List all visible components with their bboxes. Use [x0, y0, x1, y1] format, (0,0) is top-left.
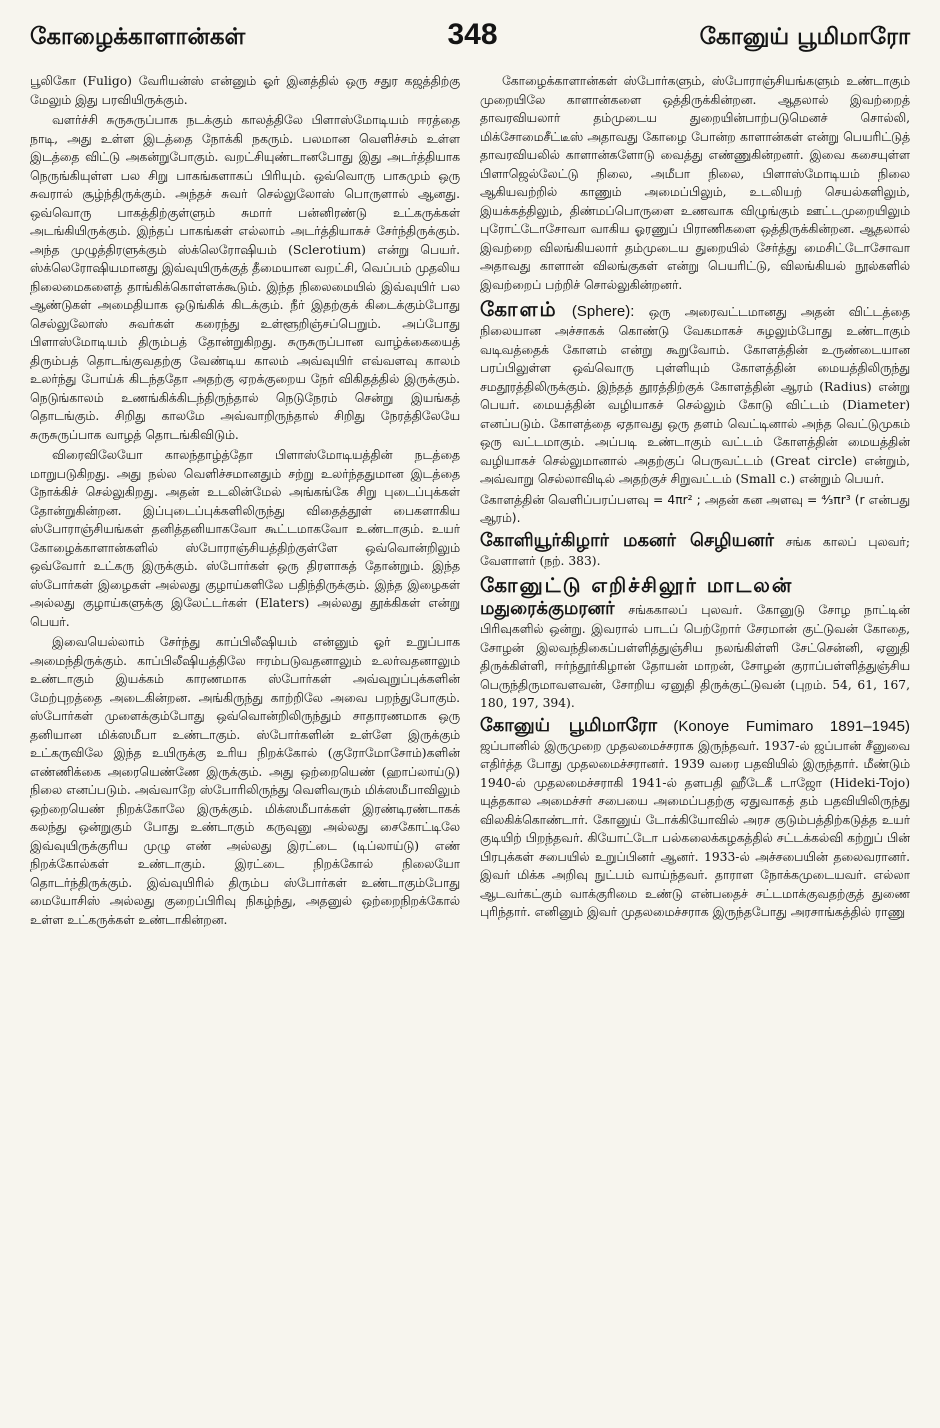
- kolam-formula: கோளத்தின் வெளிப்பரப்பளவு = 4πr² ; அதன் கன அளவு = ⁴⁄₃πr³ (r என்பது ஆரம்).: [480, 492, 910, 525]
- plasmodium-paragraph: வளர்ச்சி சுருசுருப்பாக நடக்கும் காலத்திலே பிளாஸ்மோடியம் ஈரத்தை நாடி, அது உள்ள இடத்தை நோக்கி நகரும். பலமான வெளிச்சம் உள்ள இடத்தை விட்டு அகன்றுபோகும். வறட்சியுண்டானபோது இது அடர்த்தியாக நெருங்கியுள்ள பல சிறு பாகங்களாகப் பிரியும். ஒவ்வொரு பாகமும் ஒரு சுவரால் சூழ்ந்திருக்கும். அந்தச் சுவர் செல்லுலோஸ் பொருளால் ஆனது. ஒவ்வொரு பாகத்திற்குள்ளும் சுமார் பன்னிரண்டு உட்கருக்கள் அடங்கியிருக்கும். இந்தப் பாகங்கள் எல்லாம் அடர்த்தியாகச் சேர்ந்திருக்கும். அந்த முழுத்திரளுக்கும் ஸ்க்லெரோஷியம் (Sclerotium) என்று பெயர். ஸ்க்லெரோஷியமானது இவ்வுயிருக்குத் தீமையான வறட்சி, வெப்பம் முதலிய நிலைமைகளைத் தாங்கிக்கொள்ளக்கூடும். இந்த நிலைமையில் இவ்வுயிர் பல ஆண்டுகள் அமைதியாக ஒடுங்கிக் கிடக்கும். நீர் இதற்குக் கிடைக்கும்போது செல்லுலோஸ் சுவர்கள் கரைந்து உள்ளூறிஞ்சப்பெறும். அப்போது பிளாஸ்மோடியம் திரும்பத் தோன்றுகிறது. சுருசுருப்பான வாழ்க்கையைத் திரும்பத் தொடங்குவதற்கு வேண்டிய காலம் அவ்வுயிர் எவ்வளவு காலம் உலர்ந்து போய்க் கிடந்ததோ அதற்கு ஏறக்குறைய நேர் விகிதத்தில் இருக்கும். நெடுங்காலம் உணங்கிக்கிடந்திருந்தால் நெடுநேரம் சென்று இயங்கத் தொடங்கும். சிறிது காலமே அவ்வாறிருந்தால் சிறிது நேரத்திலேயே சுருசுருப்பாக வாழத் தொடங்கிவிடும்.: [30, 113, 460, 442]
- headword-kolam: கோளம்: [480, 297, 558, 321]
- running-head: [30, 18, 910, 64]
- classification-paragraph: கோழைக்காளான்கள் ஸ்போர்களும், ஸ்போராஞ்சியங்களும் உண்டாகும் முறையிலே காளான்களை ஒத்திருக்கின்றன. ஆதலால் இவற்றைத் தாவரவியலார் தம்முடைய துறையின்பாற்படுமெனச் சொல்லி, மிக்சோமைசீட்டீஸ் அதாவது கோழை போன்ற காளான்கள் என்று பெயரிட்டுத் தாவரவியலில் காளான்களோடு வைத்து எண்ணுகின்றனர். இவை கசையுள்ள பிளாஜெல்லேட்டு நிலை, அமீபா நிலை, பிளாஸ்மோடியம் நிலை ஆகியவற்றில் காணும் அமைப்பிலும், உடலியற் செயல்களிலும், இயக்கத்திலும், திண்மப்பொருளை உணவாக விழுங்கும் ஊட்டமுறையிலும் புரோட்டோசோவா வாகிய ஓரணுப் பிராணிகளை ஒத்திருக்கின்றன. ஆதலால் இவற்றை விலங்கியலார் தம்முடைய துறையில் சேர்த்து மைசிட்டோசோவா அதாவது காளான் விலங்குகள் என்று பெயரிட்டு, விலங்கியல் நூல்களில் இவற்றைப் பற்றிச் சொல்லுகின்றனர்.: [480, 74, 910, 292]
- headword-konadu-sub: மதுரைக்குமரனர்: [480, 598, 615, 619]
- entry-konadu: [480, 572, 910, 713]
- headword-koliyur: கோளியூர்கிழார் மகனர் செழியனர்: [480, 529, 774, 551]
- running-head-left: கோழைக்காளான்கள்: [30, 24, 246, 50]
- headword-kolam-english: (Sphere):: [571, 303, 635, 320]
- text-columns: [30, 72, 910, 1402]
- entry-kolam: [480, 296, 910, 489]
- running-head-right: கோனுய் பூமிமாரோ: [699, 24, 910, 50]
- kolam-body: ஒரு அரைவட்டமானது அதன் விட்டத்தை நிலையான அச்சாகக் கொண்டு வேகமாகச் சுழலும்போது உண்டாகும் வடிவத்தைக் கோளம் என்று கூறுவோம். கோளத்தின் உருண்டையான பரப்பிலுள்ள ஒவ்வொரு புள்ளியும் கோளத்தின் மையத்திலிருந்து சமதூரத்திலிருக்கும். இந்தத் தூரத்திற்குக் கோளத்தின் ஆரம் (Radius) என்று பெயர். மையத்தின் வழியாகச் செல்லும் கோடு விட்டம் (Diameter) எனப்படும். கோளத்தை ஏதாவது ஒரு தளம் வெட்டினால் அந்த வெட்டுமுகம் ஒரு வட்டமாகும். அப்படி உண்டாகும் வட்டம் கோளத்தின் மையத்தின் வழியாகச் செல்லுமானால் அதற்குப் பெருவட்டம் (Great circle) என்றும், அவ்வாறு செல்லாவிடில் அதற்குச் சிறுவட்டம் (Small c.) என்றும் பெயர்.: [480, 305, 910, 486]
- headword-konoye: கோனுய் பூமிமாரோ: [480, 714, 658, 736]
- capillitium-paragraph: இவையெல்லாம் சேர்ந்து காப்பிலீஷியம் என்னும் ஓர் உறுப்பாக அமைந்திருக்கும். காப்பிலீஷியத்திலே ஈரம்படுவதனாலும் உலர்வதனாலும் உண்டாகும் இயக்கம் காரணமாக ஸ்போர்கள் அவ்வுறுப்புக்களின் மேற்புறத்தை அடைகின்றன. அங்கிருந்து காற்றிலே அவை பறந்துபோகும். ஸ்போர்கள் முளைக்கும்போது ஒவ்வொன்றிலிருந்தும் சாதாரணமாக ஒரு தனியான மிக்ஸமீபா உண்டாகும். ஸ்போர்களின் உள்ளே இருக்கும் உட்கருவிலே இந்த உயிருக்கு உரிய நிறக்கோல் (குரோமோசோம்)களின் எண்ணிக்கை அரையெண்ணே இருக்கும். அது ஒற்றையெண் (ஹாப்லாய்டு) நிலை எனப்படும். அவ்வாறே ஸ்போரிலிருந்து வெளிவரும் மிக்ஸமீபாவிலும் ஒற்றையெண் நிறக்கோலே இருக்கும். மிக்ஸமீபாக்கள் இரண்டிரண்டாகக் கலந்து ஒன்றுகும் போது உண்டாகும் கருவுனு அல்லது சைகோட்டிலே இவ்வுயிருக்குரிய முழு எண் அல்லது இரட்டை (டிப்லாய்டு) எண் நிறக்கோல்கள் உண்டாகும். இரட்டை நிறக்கோல் நிலையோ தொடர்ந்திருக்கும். இவ்வுயிரில் திரும்ப ஸ்போர்கள் உண்டாகும்போது மையோசிஸ் அல்லது குறைப்பிரிவு நிகழ்ந்து, அதனுல் ஒற்றைநிறக்கோல் உள்ள உட்கருக்கள் உண்டாகின்றன.: [30, 635, 460, 927]
- koliyur-body: சங்க காலப் புலவர்; வேளாளர் (நற். 383).: [480, 534, 910, 568]
- konoye-body: ஜப்பானில் இருமுறை முதலமைச்சராக இருந்தவர். 1937-ல் ஜப்பான் சீனுவை எதிர்த்த போது முதலமைச்சரானர். 1939 வரை பதவியில் இருந்தார். மீண்டும் 1940-ல் முதலமைச்சராகி 1941-ல் தளபதி ஹீடேகீ டாஜோ (Hideki-Tojo) யுத்தகால அமைச்சர் சபையை அமைப்பதற்கு ஏதுவாகத் தம் பதவியிலிருந்து விலகிக்கொண்டார். கோனுய் டோக்கியோவில் அரச குடும்பத்திற்கடுத்த உயர் குடியிற் பிறந்தவர். கியோட்டோ பல்கலைக்கழகத்தில் சட்டக்கல்வி கற்றுப் பின் பிரபுக்கள் சபையில் உறுப்பினர் ஆனர். 1933-ல் அச்சபையின் தலைவரானர். இவர் மிக்க அறிவு நுட்பம் வாய்ந்தவர். தாராள நோக்கமுடையவர். எல்லா ஆடவர்கட்கும் வாக்குரிமை உண்டு என்பதைச் சட்டமாக்குவதற்குத் துணை புரிந்தார். எனினும் இவர் முதலமைச்சராக இருந்தபோது அரசாங்கத்தில் ராணு: [480, 738, 910, 919]
- entry-konoye: [480, 715, 910, 922]
- headword-konoye-english: (Konoye Fumimaro 1891–1945): [673, 717, 910, 735]
- right-column: [480, 72, 910, 1402]
- konadu-body: சங்ககாலப் புலவர். கோனுடு சோழ நாட்டின் பிரிவுகளில் ஒன்று. இவரால் பாடப் பெற்றோர் சேரமான் குட்டுவன் கோதை, சோழன் இலவந்திகைப்பள்ளித்துஞ்சிய நலங்கிள்ளி சேட்சென்னி, ஏனுதி திருக்கிள்ளி, ஈர்ந்தூர்கிழான் தோயன் மாறன், சோழன் குராப்பள்ளித்துஞ்சிய பெருந்திருமாவளவன், சோறிய ஏனுதி திருக்குட்டுவன் (புறம். 54, 61, 167, 180, 197, 394).: [480, 603, 910, 710]
- entry-koliyur: [480, 530, 910, 571]
- page-number: 348: [447, 18, 498, 51]
- left-column: [30, 72, 460, 1402]
- headword-konadu: கோனுட்டு எறிச்சிலூர் மாடலன்: [480, 573, 794, 597]
- sporangium-paragraph: விரைவிலேயோ காலந்தாழ்த்தோ பிளாஸ்மோடியத்தின் நடத்தை மாறுபடுகிறது. அது நல்ல வெளிச்சமானதும் சற்று உலர்ந்ததுமான இடத்தை நோக்கிச் செல்லுகிறது. அதன் உடலின்மேல் அங்கங்கே சிறு புடைப்புக்கள் தோன்றுகின்றன. இப்புடைப்புக்களிலிருந்து விதைத்தூள் பைகளாகிய ஸ்போராஞ்சியங்கள் தனித்தனியாகவோ கூட்டமாகவோ உண்டாகும். உயர் கோழைக்காளான்களில் ஸ்போராஞ்சியத்திற்குள்ளே ஒவ்வொன்றிலும் ஒவ்வோர் உட்கரு இருக்கும். ஸ்போர்கள் ஒரு திரளாகத் தோன்றும். இந்த ஸ்போர்கள் இழைகள் அல்லது குழாய்களிலே பதிந்திருக்கும். இந்த இழைகள் அல்லது குழாய்களுக்கு இலேட்டர்கள் (Elaters) அல்லது தூக்கிகள் என்று பெயர்.: [30, 448, 460, 629]
- fuligo-paragraph: பூலிகோ (Fuligo) வேரியன்ஸ் என்னும் ஓர் இனத்தில் ஒரு சதுர கஜத்திற்கு மேலும் இது பரவியிருக்கும்.: [30, 74, 460, 107]
